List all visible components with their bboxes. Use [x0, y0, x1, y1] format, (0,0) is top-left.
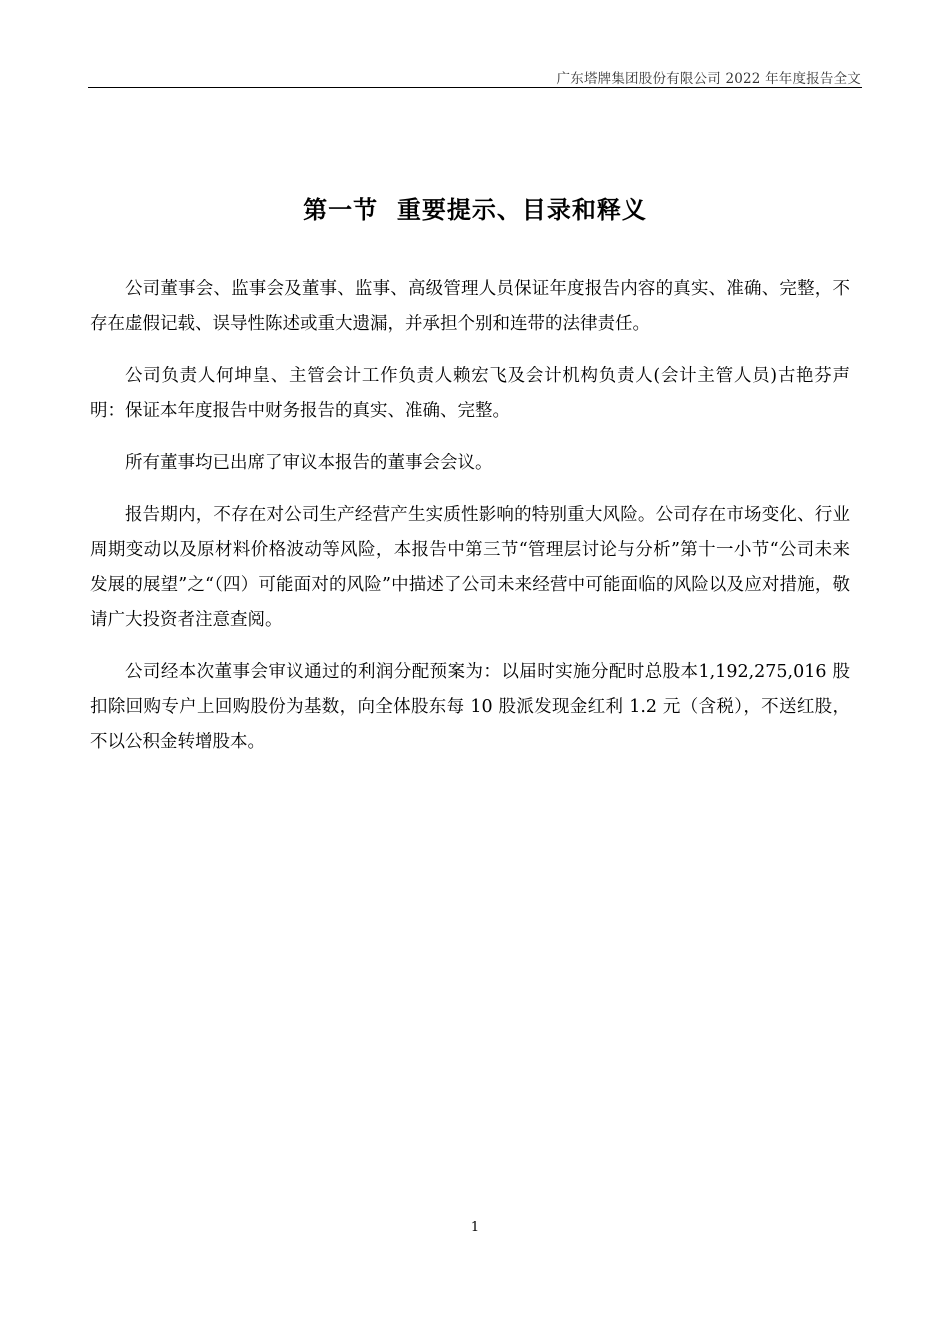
header-divider — [88, 87, 862, 88]
document-body — [90, 272, 850, 777]
paragraph-responsible-persons: 公司负责人何坤皇、主管会计工作负责人赖宏飞及会计机构负责人(会计主管人员)古艳芬声明：保证本年度报告中财务报告的真实、准确、完整。 — [90, 366, 850, 421]
running-header: 广东塔牌集团股份有限公司 2022 年年度报告全文 — [556, 71, 861, 87]
paragraph-board-attendance: 所有董事均已出席了审议本报告的董事会会议。 — [125, 453, 493, 473]
paragraph-profit-distribution: 公司经本次董事会审议通过的利润分配预案为：以届时实施分配时总股本1,192,275,016 股扣除回购专户上回购股份为基数，向全体股东每 10 股派发现金红利 1.2 元（含税），不送红股，不以公积金转增股本。 — [90, 662, 850, 752]
paragraph-guarantee: 公司董事会、监事会及董事、监事、高级管理人员保证年度报告内容的真实、准确、完整，不存在虚假记载、误导性陈述或重大遗漏，并承担个别和连带的法律责任。 — [90, 279, 850, 334]
section-title: 第一节 重要提示、目录和释义 — [303, 196, 647, 224]
page-number: 1 — [470, 1220, 480, 1235]
paragraph-risk-statement: 报告期内，不存在对公司生产经营产生实质性影响的特别重大风险。公司存在市场变化、行业周期变动以及原材料价格波动等风险，本报告中第三节“管理层讨论与分析”第十一小节“公司未来发展的展望”之“（四）可能面对的风险”中描述了公司未来经营中可能面临的风险以及应对措施，敬请广大投资者注意查阅。 — [90, 505, 850, 630]
